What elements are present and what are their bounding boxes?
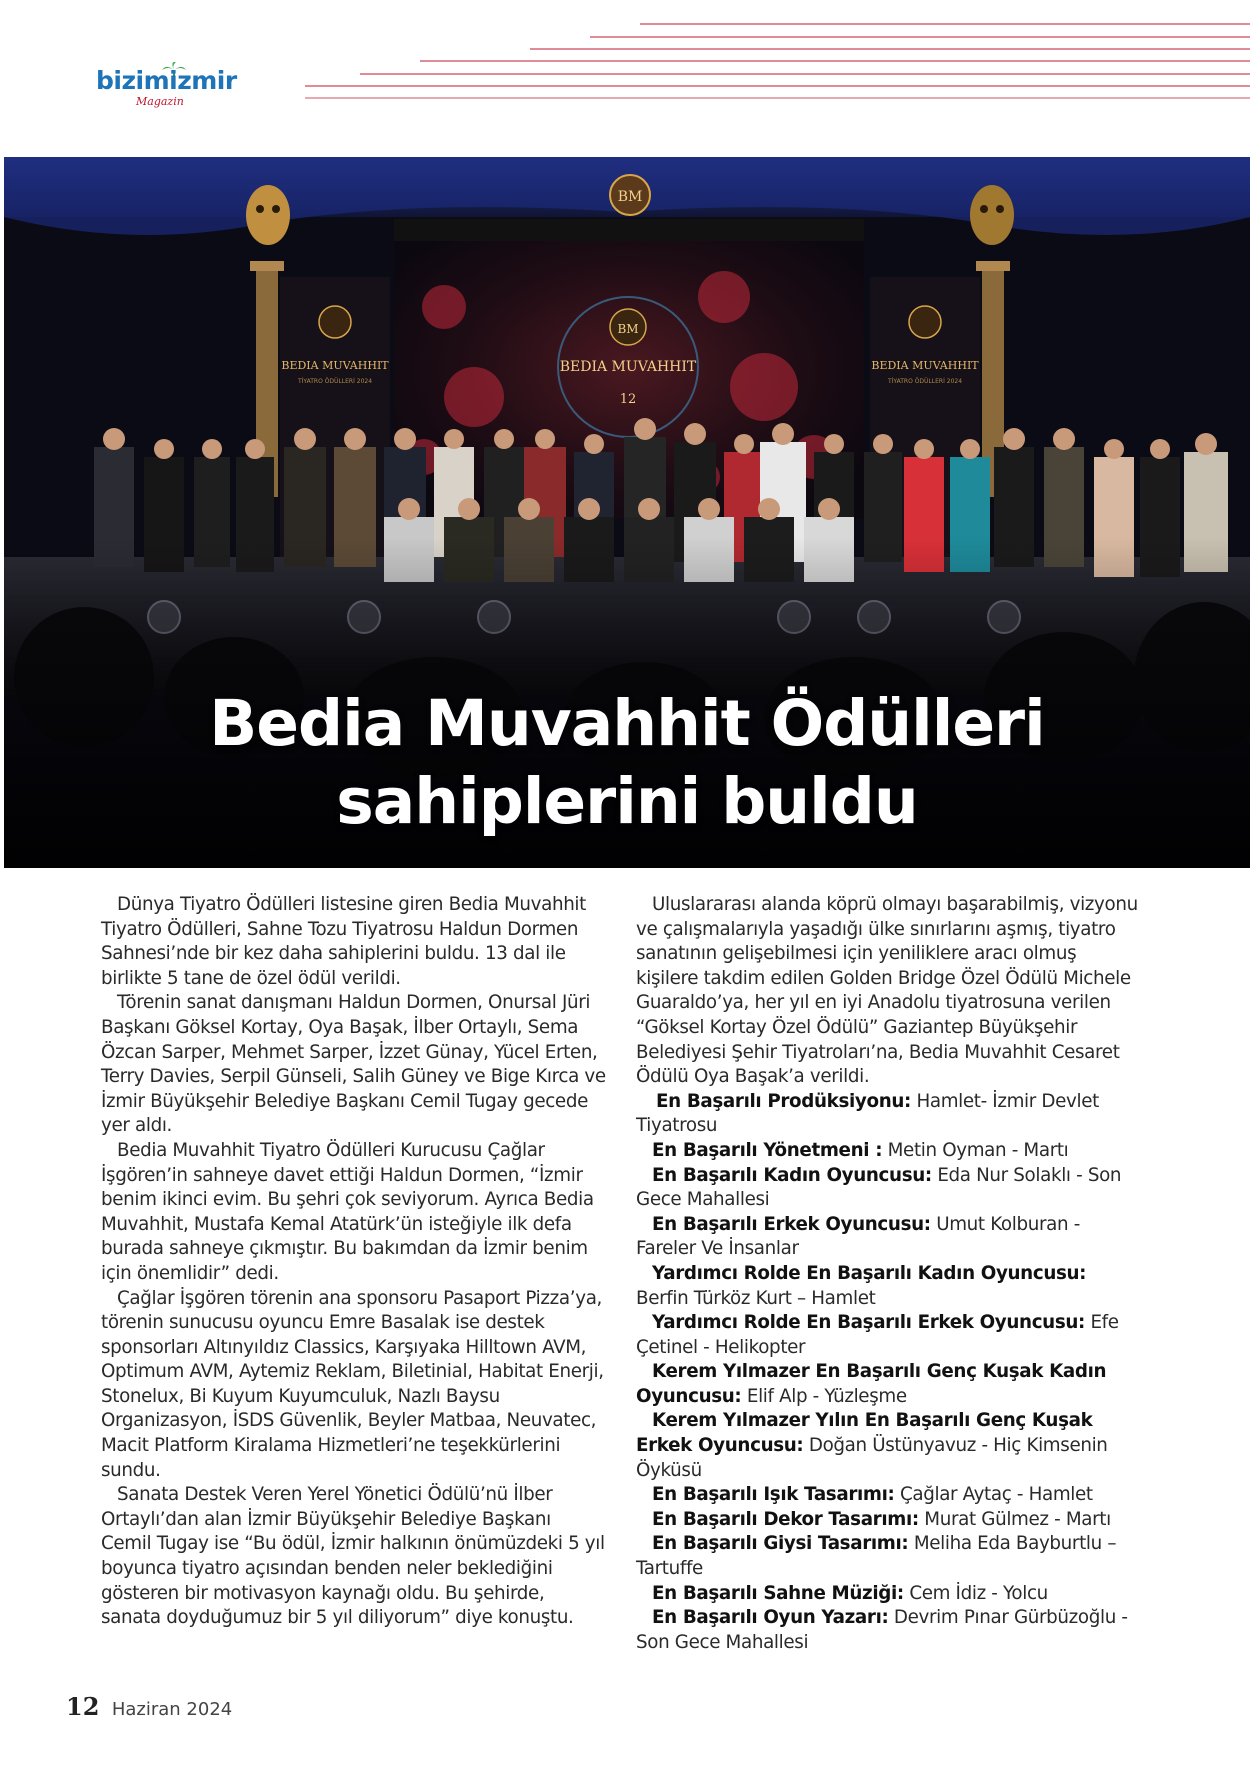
award-winner: Meliha Eda Bayburtlu – Tartuffe [636,1533,1117,1580]
issue-date: Haziran 2024 [111,1699,233,1720]
page-footer [66,1692,232,1721]
award-item [636,1606,1141,1655]
paragraph: Törenin sanat danışmanı Haldun Dormen, Onursal Jüri Başkanı Göksel Kortay, Oya Başak, İlber Ortaylı, Sema Özcan Sarper, Mehmet Sarper, İzzet Günay, Yücel Erten, Terry Davies, Serpil Günseli, Salih Güney ve Bige Kırca ve İzmir Büyükşehir Belediye Başkanı Cemil Tugay gecede yer aldı. [101,992,606,1137]
article-title-line1: Bedia Muvahhit Ödülleri [209,687,1045,760]
award-category: En Başarılı Kadın Oyuncusu: [652,1164,932,1186]
screen-banner-text: BEDIA MUVAHHIT [559,359,697,375]
hero-photo [4,157,1250,868]
award-category: Kerem Yılmazer En Başarılı Genç Kuşak Kadın Oyuncusu: [636,1361,1107,1407]
award-winner: Eda Nur Solaklı - Son Gece Mahallesi [636,1164,1122,1211]
award-winner: Murat Gülmez - Martı [918,1508,1111,1530]
award-category: En Başarılı Erkek Oyuncusu: [652,1213,931,1235]
award-winner: Metin Oyman - Martı [882,1139,1069,1161]
paragraph: Sanata Destek Veren Yerel Yönetici Ödülü’nü İlber Ortaylı’dan alan İzmir Büyükşehir Belediye Başkanı Cemil Tugay ise “Bu ödül, İzmir halkının önümüzdeki 5 yıl boyunca tiyatro açısından benden neler beklediğini gösteren bir motivasyon kaynağı oldu. Bu şehirde, sanata doyduğumuz bir 5 yıl diliyorum” diye konuştu. [101,1484,605,1629]
award-item [636,1532,1141,1581]
award-item [636,1508,1141,1533]
left-banner-subtext: TİYATRO ÖDÜLLERİ 2024 [297,378,373,385]
screen-number: 12 [619,392,637,407]
award-item [636,1164,1141,1213]
brand-logo[interactable] [96,62,246,112]
article-body-right [636,893,1141,1655]
screen-emblem-text: BM [617,322,639,336]
logo-wordmark: bizimizmir [96,66,237,95]
award-category: En Başarılı Oyun Yazarı: [652,1607,889,1629]
award-category: En Başarılı Işık Tasarımı: [652,1484,895,1506]
award-item [636,1090,1141,1139]
award-category: En Başarılı Prodüksiyonu: [656,1090,911,1112]
right-banner-text: BEDIA MUVAHHIT [871,359,979,372]
article-title [4,685,1250,841]
award-item [636,1409,1141,1483]
paragraph: Uluslararası alanda köprü olmayı başarabilmiş, vizyonu ve çalışmalarıyla yaşadığı ülke sınırlarını aşmış, tiyatro sanatının gelişebilmesi için yeniliklere aracı olmuş kişilere takdim edilen Golden Bridge Özel Ödülü Michele Guaraldo’ya, her yıl en iyi Anadolu tiyatrosuna verilen “Göksel Kortay Özel Ödülü” Gaziantep Büyükşehir Belediyesi Şehir Tiyatroları’na, Bedia Muvahhit Cesaret Ödülü Oya Başak’a verildi. [636,894,1138,1088]
left-banner-text: BEDIA MUVAHHIT [281,359,389,372]
award-item [636,1262,1141,1311]
article-body-left [101,893,606,1631]
award-winner: Efe Çetinel - Helikopter [636,1312,1119,1358]
paragraph: Dünya Tiyatro Ödülleri listesine giren Bedia Muvahhit Tiyatro Ödülleri, Sahne Tozu Tiyatrosu Haldun Dormen Sahnesi’nde bir kez daha sahiplerini buldu. 13 dal ile birlikte 5 tane de özel ödül verildi. [101,894,586,989]
paragraph: Bedia Muvahhit Tiyatro Ödülleri Kurucusu Çağlar İşgören’in sahneye davet ettiği Haldun Dormen, “İzmir benim ikinci evim. Bu şehri çok seviyorum. Ayrıca Bedia Muvahhit, Mustafa Kemal Atatürk’ün isteğiyle ilk defa burada sahneye çıkmıştır. Bu bakımdan da İzmir benim için önemlidir” dedi. [101,1139,594,1284]
award-winner: Çağlar Aytaç - Hamlet [894,1484,1093,1506]
award-winner: Umut Kolburan - Fareler Ve İnsanlar [636,1213,1080,1260]
award-winner: Doğan Üstünyavuz - Hiç Kimsenin Öyküsü [636,1435,1108,1481]
logo-subtitle: Magazin [136,95,184,108]
award-item [636,1483,1141,1508]
award-category: En Başarılı Sahne Müziği: [652,1582,904,1604]
award-winner: Hamlet- İzmir Devlet Tiyatrosu [636,1090,1099,1137]
paragraph: Çağlar İşgören törenin ana sponsoru Pasaport Pizza’ya, törenin sunucusu oyuncu Emre Basalak ise destek sponsorları Altınyıldız Classics, Karşıyaka Hilltown AVM, Optimum AVM, Aytemiz Reklam, Biletinial, Habitat Enerji, Stonelux, Bi Kuyum Kuyumculuk, Nazlı Baysu Organizasyon, İSDS Güvenlik, Beyler Matbaa, Neuvatec, Macit Platform Kiralama Hizmetleri’ne teşekkürlerini sundu. [101,1287,604,1481]
award-winner: Elif Alp - Yüzleşme [741,1385,907,1407]
award-winner: Berfin Türköz Kurt – Hamlet [636,1287,876,1309]
article-title-line2: sahiplerini buldu [336,765,918,838]
right-banner-subtext: TİYATRO ÖDÜLLERİ 2024 [887,378,963,385]
award-item [636,1360,1141,1409]
top-emblem-text: BM [617,189,643,205]
page-number: 12 [66,1692,100,1721]
award-item [636,1582,1141,1607]
award-category: En Başarılı Yönetmeni : [652,1139,883,1161]
award-item [636,1311,1141,1360]
award-category: Kerem Yılmazer Yılın En Başarılı Genç Kuşak Erkek Oyuncusu: [636,1410,1093,1457]
award-category: Yardımcı Rolde En Başarılı Erkek Oyuncusu: [652,1312,1086,1334]
award-item [636,1139,1141,1164]
award-category: En Başarılı Giysi Tasarımı: [652,1533,909,1555]
award-winner: Cem İdiz - Yolcu [903,1582,1048,1604]
award-winner: Devrim Pınar Gürbüzoğlu - Son Gece Mahallesi [636,1607,1128,1653]
award-item [636,1213,1141,1262]
award-category: Yardımcı Rolde En Başarılı Kadın Oyuncusu: [652,1262,1087,1284]
award-category: En Başarılı Dekor Tasarımı: [652,1508,919,1530]
